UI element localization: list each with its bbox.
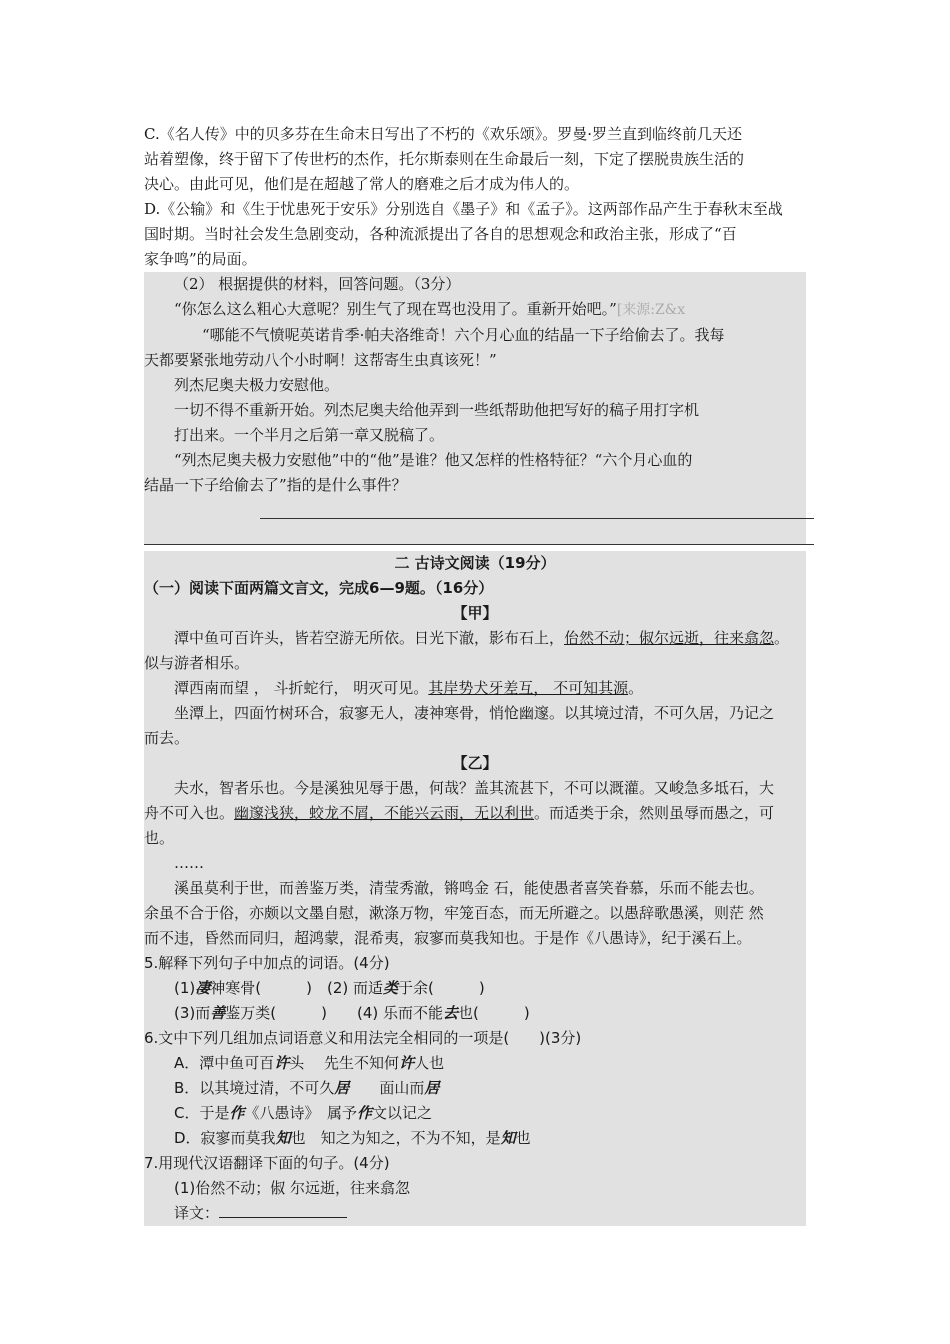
option-dotted-word: 知 bbox=[500, 1129, 516, 1147]
translation-blank[interactable] bbox=[219, 1201, 347, 1218]
yi-para-2: 溪虽莫利于世，而善鉴万类，清莹秀澈，锵鸣金 石，能使愚者喜笑眷慕，乐而不能去也。 bbox=[174, 879, 764, 897]
question-7-sentence: (1)佁然不动；俶 尔远逝，往来翕忽 bbox=[174, 1179, 411, 1197]
question-2-heading: （2） 根据提供的材料，回答问题。（3分） bbox=[174, 275, 461, 293]
option-c-line-3: 决心。由此可见，他们是在超越了常人的磨难之后才成为伟人的。 bbox=[144, 175, 580, 193]
option-d-line-2: 国时期。当时社会发生急剧变动，各种流派提出了各自的思想观念和政治主张，形成了“百 bbox=[144, 225, 737, 243]
yi-para-2-cont: 余虽不合于俗，亦颇以文墨自慰，漱涤万物，牢笼百态，而无所避之。以愚辞歌愚溪，则茫 然 bbox=[144, 904, 764, 922]
question-5-row-1 bbox=[144, 976, 806, 1001]
option-c-line-1: C.《名人传》中的贝多芬在生命末日写出了不朽的《欢乐颂》。罗曼·罗兰直到临终前几天还 bbox=[144, 125, 742, 143]
q5-dotted-word: 凄 bbox=[195, 979, 211, 997]
q5-text: 鉴万类( ) (4) 乐而不能 bbox=[225, 1004, 443, 1022]
question-7: 7.用现代汉语翻译下面的句子。(4分) bbox=[144, 1154, 390, 1172]
material-para-3: 列杰尼奥夫极力安慰他。 bbox=[174, 376, 340, 394]
translation-row bbox=[144, 1201, 806, 1226]
yi-para-2-end: 而不违，昏然而同归，超鸿蒙，混希夷，寂寥而莫我知也。于是作《八愚诗》，纪于溪石上。 bbox=[144, 929, 752, 947]
q5-dotted-word: 类 bbox=[383, 979, 399, 997]
passage-jia-title: 【甲】 bbox=[452, 604, 498, 622]
translation-label: 译文： bbox=[174, 1204, 220, 1222]
option-dotted-word: 居 bbox=[424, 1079, 440, 1097]
yi-para-1-cont bbox=[144, 801, 806, 826]
yi-para-1: 夫水，智者乐也。今是溪独见辱于愚，何哉？盖其流甚下，不可以溉灌。又峻急多坻石，大 bbox=[174, 779, 775, 797]
material-para-1-text: “你怎么这么粗心大意呢？别生气了现在骂也没用了。重新开始吧。” bbox=[174, 300, 617, 318]
yi-text: 舟不可入也。 bbox=[144, 804, 235, 822]
option-dotted-word: 知 bbox=[275, 1129, 291, 1147]
material-para-4b: 打出来。一个半月之后第一章又脱稿了。 bbox=[174, 426, 445, 444]
option-dotted-word: 作 bbox=[229, 1104, 245, 1122]
material-block bbox=[144, 272, 806, 544]
question-5: 5.解释下列句子中加点的词语。(4分) bbox=[144, 954, 390, 972]
document-page bbox=[144, 122, 814, 1226]
jia-underlined-1: 佁然不动；俶尔远逝，往来翕忽 bbox=[564, 629, 775, 647]
option-text: 也 bbox=[515, 1129, 531, 1147]
jia-para-1-end: 。 bbox=[774, 629, 790, 647]
jia-para-1-text: 潭中鱼可百许头，皆若空游无所依。日光下澈，影布石上， bbox=[174, 629, 565, 647]
option-text: 头 先生不知何 bbox=[289, 1054, 400, 1072]
q5-dotted-word: 善 bbox=[210, 1004, 226, 1022]
q5-text: 于余( ) bbox=[398, 979, 485, 997]
option-dotted-word: 作 bbox=[357, 1104, 373, 1122]
option-text: A．潭中鱼可百 bbox=[174, 1054, 275, 1072]
material-para-1 bbox=[144, 297, 806, 323]
option-text: 《八愚诗》 属予 bbox=[244, 1104, 358, 1122]
option-dotted-word: 居 bbox=[334, 1079, 350, 1097]
yi-text-end: 。而适类于余，然则虽辱而愚之，可 bbox=[534, 804, 775, 822]
section-subtitle: （一）阅读下面两篇文言文，完成6—9题。（16分） bbox=[144, 579, 494, 597]
option-text: 人也 bbox=[414, 1054, 445, 1072]
yi-underlined: 幽邃浅狭，蛟龙不屑，不能兴云雨，无以利世 bbox=[234, 804, 535, 822]
classical-section bbox=[144, 551, 806, 1226]
jia-para-2 bbox=[144, 676, 806, 701]
option-d-line-1: D.《公输》和《生于忧患死于安乐》分别选自《墨子》和《孟子》。这两部作品产生于春秋末至战 bbox=[144, 200, 783, 218]
q5-text: 神寒骨( ) (2) 而适 bbox=[210, 979, 383, 997]
jia-para-3-cont: 而去。 bbox=[144, 729, 190, 747]
jia-para-2-end: 。 bbox=[628, 679, 644, 697]
option-dotted-word: 许 bbox=[274, 1054, 290, 1072]
option-a bbox=[144, 1051, 806, 1076]
option-text: D．寂寥而莫我 bbox=[174, 1129, 276, 1147]
q5-text: (1) bbox=[174, 979, 196, 997]
jia-underlined-2: 其岸势犬牙差互， 不可知其源 bbox=[428, 679, 629, 697]
question-5-row-2 bbox=[144, 1001, 806, 1026]
q5-text: (3)而 bbox=[174, 1004, 211, 1022]
answer-line-2 bbox=[144, 544, 814, 545]
option-text: 文以记之 bbox=[372, 1104, 433, 1122]
material-para-4a: 一切不得不重新开始。列杰尼奥夫给他弄到一些纸帮助他把写好的稿子用打字机 bbox=[174, 401, 700, 419]
material-para-2a: “哪能不气愤呢英诺肯季·帕夫洛维奇！六个月心血的结晶一下子给偷去了。我每 bbox=[202, 326, 725, 344]
option-text: 面山而 bbox=[349, 1079, 425, 1097]
question-text-b: 结晶一下子给偷去了”指的是什么事件？ bbox=[144, 476, 407, 494]
jia-para-1-cont: 似与游者相乐。 bbox=[144, 654, 250, 672]
option-text: C．于是 bbox=[174, 1104, 230, 1122]
q5-dotted-word: 去 bbox=[443, 1004, 459, 1022]
option-b bbox=[144, 1076, 806, 1101]
source-watermark: [来源:Z&x bbox=[616, 302, 686, 318]
passage-yi-title: 【乙】 bbox=[452, 754, 498, 772]
option-c-line-2: 站着塑像，终于留下了传世朽的杰作，托尔斯泰则在生命最后一刻，下定了摆脱贵族生活的 bbox=[144, 150, 745, 168]
option-c bbox=[144, 1101, 806, 1126]
option-text: 也 知之为知之，不为不知，是 bbox=[290, 1129, 501, 1147]
option-d-line-3: 家争鸣”的局面。 bbox=[144, 250, 257, 268]
option-dotted-word: 许 bbox=[399, 1054, 415, 1072]
jia-para-2-text: 潭西南而望 ， 斗折蛇行， 明灭可见。 bbox=[174, 679, 429, 697]
question-6: 6.文中下列几组加点词语意义和用法完全相同的一项是( )(3分) bbox=[144, 1029, 582, 1047]
question-text-a: “列杰尼奥夫极力安慰他”中的“他”是谁？他又怎样的性格特征？“六个月心血的 bbox=[174, 451, 693, 469]
yi-para-1-end: 也。 bbox=[144, 829, 175, 847]
material-para-2b: 天都要紧张地劳动八个小时啊！这帮寄生虫真该死！” bbox=[144, 351, 497, 369]
ellipsis: …… bbox=[174, 854, 204, 872]
jia-para-3: 坐潭上，四面竹树环合，寂寥无人，凄神寒骨，悄怆幽邃。以其境过清，不可久居，乃记之 bbox=[174, 704, 775, 722]
section-title: 二 古诗文阅读（19分） bbox=[394, 554, 556, 572]
q5-text: 也( ) bbox=[458, 1004, 530, 1022]
jia-para-1 bbox=[144, 626, 806, 651]
option-d bbox=[144, 1126, 806, 1151]
option-text: B．以其境过清，不可久 bbox=[174, 1079, 335, 1097]
